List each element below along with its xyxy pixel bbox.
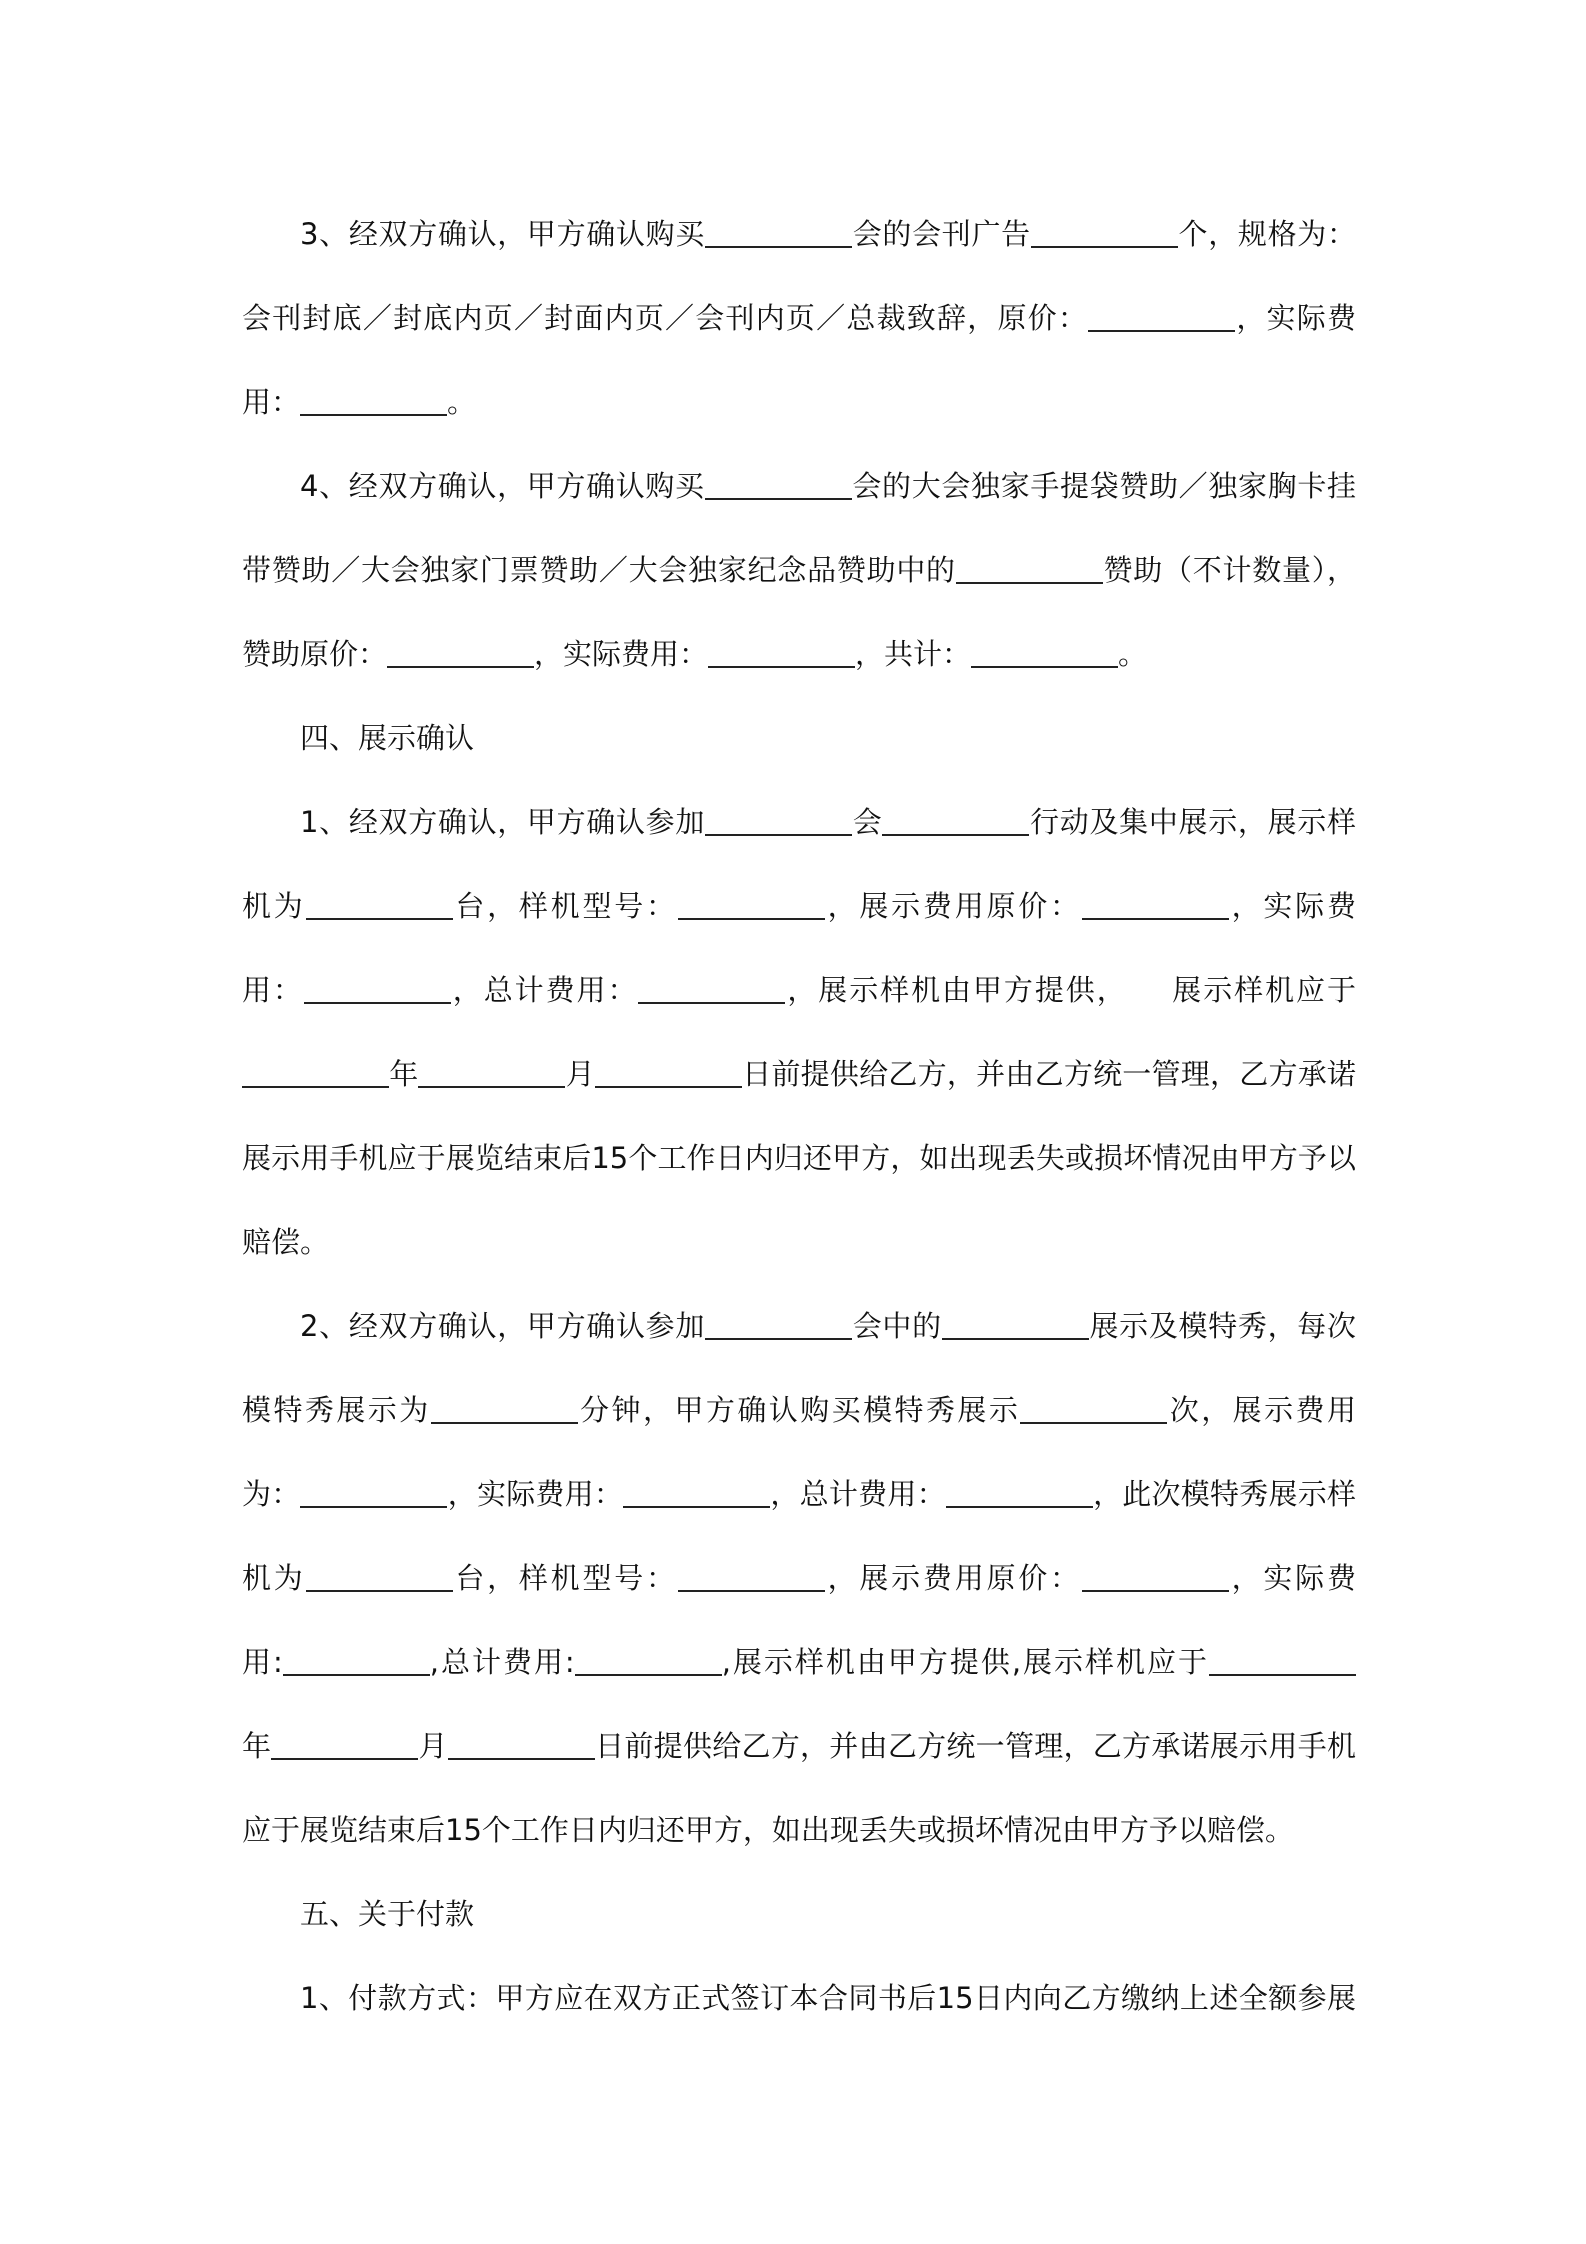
blank-field[interactable]: [705, 468, 852, 500]
text-line: [242, 886, 1356, 926]
text-segment: 分钟，甲方确认购买模特秀展示: [577, 1393, 1021, 1427]
blank-field[interactable]: [638, 972, 785, 1004]
text-line: [242, 1474, 1356, 1514]
text-segment: ,总计费用:: [429, 1645, 575, 1679]
text-segment: 年: [242, 1729, 272, 1763]
text-segment: 。: [447, 385, 477, 419]
text-segment: 个，规格为：: [1177, 217, 1356, 251]
text-segment: ，实际费: [1228, 1561, 1356, 1595]
text-segment: 会刊封底／封底内页／封面内页／会刊内页／总裁致辞，原价：: [242, 301, 1089, 335]
blank-field[interactable]: [1020, 1392, 1167, 1424]
blank-field[interactable]: [595, 1056, 742, 1088]
text-segment: 展示及模特秀，每次: [1088, 1309, 1356, 1343]
text-segment: 带赞助／大会独家门票赞助／大会独家纪念品赞助中的: [242, 553, 956, 587]
text-segment: 赞助原价：: [242, 637, 388, 671]
text-segment: 为：: [242, 1477, 301, 1511]
blank-field[interactable]: [387, 636, 534, 668]
text-segment: 四、展示确认: [300, 721, 475, 755]
text-line: [300, 214, 1356, 254]
blank-field[interactable]: [1031, 216, 1178, 248]
blank-field[interactable]: [705, 216, 852, 248]
text-line: [242, 1390, 1356, 1430]
text-line: [242, 1054, 1356, 1094]
blank-field[interactable]: [882, 804, 1029, 836]
text-line: [300, 718, 1356, 758]
text-segment: ，实际费用：: [534, 637, 709, 671]
text-segment: 1、经双方确认，甲方确认参加: [300, 805, 706, 839]
blank-field[interactable]: [575, 1644, 722, 1676]
text-segment: 月: [565, 1057, 595, 1091]
text-line: [300, 1978, 1356, 2018]
text-segment: 应于展览结束后15个工作日内归还甲方，如出现丢失或损坏情况由甲方予以赔偿。: [242, 1813, 1294, 1847]
blank-field[interactable]: [705, 1308, 852, 1340]
blank-field[interactable]: [306, 1560, 453, 1592]
text-line: [242, 1138, 1356, 1178]
text-segment: ，实际费: [1228, 889, 1356, 923]
blank-field[interactable]: [1082, 1560, 1229, 1592]
blank-field[interactable]: [678, 1560, 825, 1592]
blank-field[interactable]: [431, 1392, 578, 1424]
blank-field[interactable]: [623, 1476, 770, 1508]
text-segment: 赞助（不计数量），: [1102, 553, 1356, 587]
blank-field[interactable]: [971, 636, 1118, 668]
text-segment: 机为: [242, 889, 306, 923]
blank-field[interactable]: [242, 1056, 389, 1088]
text-segment: ，实际费: [1235, 301, 1356, 335]
blank-field[interactable]: [946, 1476, 1093, 1508]
blank-field[interactable]: [300, 1476, 447, 1508]
text-segment: 4、经双方确认，甲方确认购买: [300, 469, 705, 503]
blank-field[interactable]: [678, 888, 825, 920]
blank-field[interactable]: [448, 1728, 595, 1760]
text-segment: 会: [852, 805, 883, 839]
text-segment: 日前提供给乙方，并由乙方统一管理，乙方承诺: [741, 1057, 1356, 1091]
blank-field[interactable]: [1088, 300, 1235, 332]
blank-field[interactable]: [283, 1644, 430, 1676]
text-segment: ，此次模特秀展示样: [1092, 1477, 1356, 1511]
text-segment: 会中的: [852, 1309, 942, 1343]
blank-field[interactable]: [1209, 1644, 1356, 1676]
blank-field[interactable]: [304, 972, 451, 1004]
text-segment: ，展示费用原价：: [824, 889, 1082, 923]
blank-field[interactable]: [942, 1308, 1089, 1340]
text-line: [242, 1642, 1356, 1682]
text-segment: ，实际费用：: [447, 1477, 624, 1511]
text-segment: 月: [418, 1729, 448, 1763]
text-line: [242, 550, 1356, 590]
text-segment: 模特秀展示为: [242, 1393, 431, 1427]
text-line: [242, 1810, 1356, 1850]
blank-field[interactable]: [300, 384, 447, 416]
blank-field[interactable]: [708, 636, 855, 668]
text-segment: 用:: [242, 1645, 283, 1679]
text-segment: 台，样机型号：: [452, 889, 678, 923]
blank-field[interactable]: [705, 804, 852, 836]
text-line: [300, 1306, 1356, 1346]
text-line: [242, 382, 1356, 422]
text-segment: 3、经双方确认，甲方确认购买: [300, 217, 706, 251]
blank-field[interactable]: [956, 552, 1103, 584]
blank-field[interactable]: [271, 1728, 418, 1760]
text-segment: ，展示样机由甲方提供， 展示样机应于: [785, 973, 1356, 1007]
text-line: [242, 1558, 1356, 1598]
blank-field[interactable]: [306, 888, 453, 920]
text-segment: ，总计费用：: [450, 973, 639, 1007]
blank-field[interactable]: [418, 1056, 565, 1088]
text-segment: 2、经双方确认，甲方确认参加: [300, 1309, 706, 1343]
text-segment: ,展示样机由甲方提供,展示样机应于: [721, 1645, 1209, 1679]
text-segment: 日前提供给乙方，并由乙方统一管理，乙方承诺展示用手机: [594, 1729, 1356, 1763]
text-segment: 会的会刊广告: [852, 217, 1031, 251]
text-segment: 用：: [242, 973, 304, 1007]
blank-field[interactable]: [1082, 888, 1229, 920]
text-line: [300, 1894, 1356, 1934]
text-line: [242, 634, 1356, 674]
text-line: [242, 1222, 1356, 1262]
text-segment: 五、关于付款: [300, 1897, 475, 1931]
text-line: [242, 1726, 1356, 1766]
text-segment: 台，样机型号：: [452, 1561, 678, 1595]
text-segment: 行动及集中展示，展示样: [1029, 805, 1356, 839]
text-line: [300, 466, 1356, 506]
text-line: [242, 970, 1356, 1010]
text-segment: 次，展示费用: [1167, 1393, 1356, 1427]
text-line: [242, 298, 1356, 338]
text-segment: ，展示费用原价：: [824, 1561, 1082, 1595]
text-segment: 机为: [242, 1561, 306, 1595]
text-segment: ，总计费用：: [770, 1477, 946, 1511]
text-segment: 年: [389, 1057, 419, 1091]
text-segment: ，共计：: [855, 637, 972, 671]
text-segment: 展示用手机应于展览结束后15个工作日内归还甲方，如出现丢失或损坏情况由甲方予以: [242, 1141, 1356, 1175]
text-segment: 赔偿。: [242, 1225, 330, 1259]
text-line: [300, 802, 1356, 842]
text-segment: 用：: [242, 385, 301, 419]
text-segment: 会的大会独家手提袋赞助／独家胸卡挂: [851, 469, 1356, 503]
text-segment: 1、付款方式：甲方应在双方正式签订本合同书后15日内向乙方缴纳上述全额参展: [300, 1981, 1356, 2015]
text-segment: 。: [1118, 637, 1148, 671]
